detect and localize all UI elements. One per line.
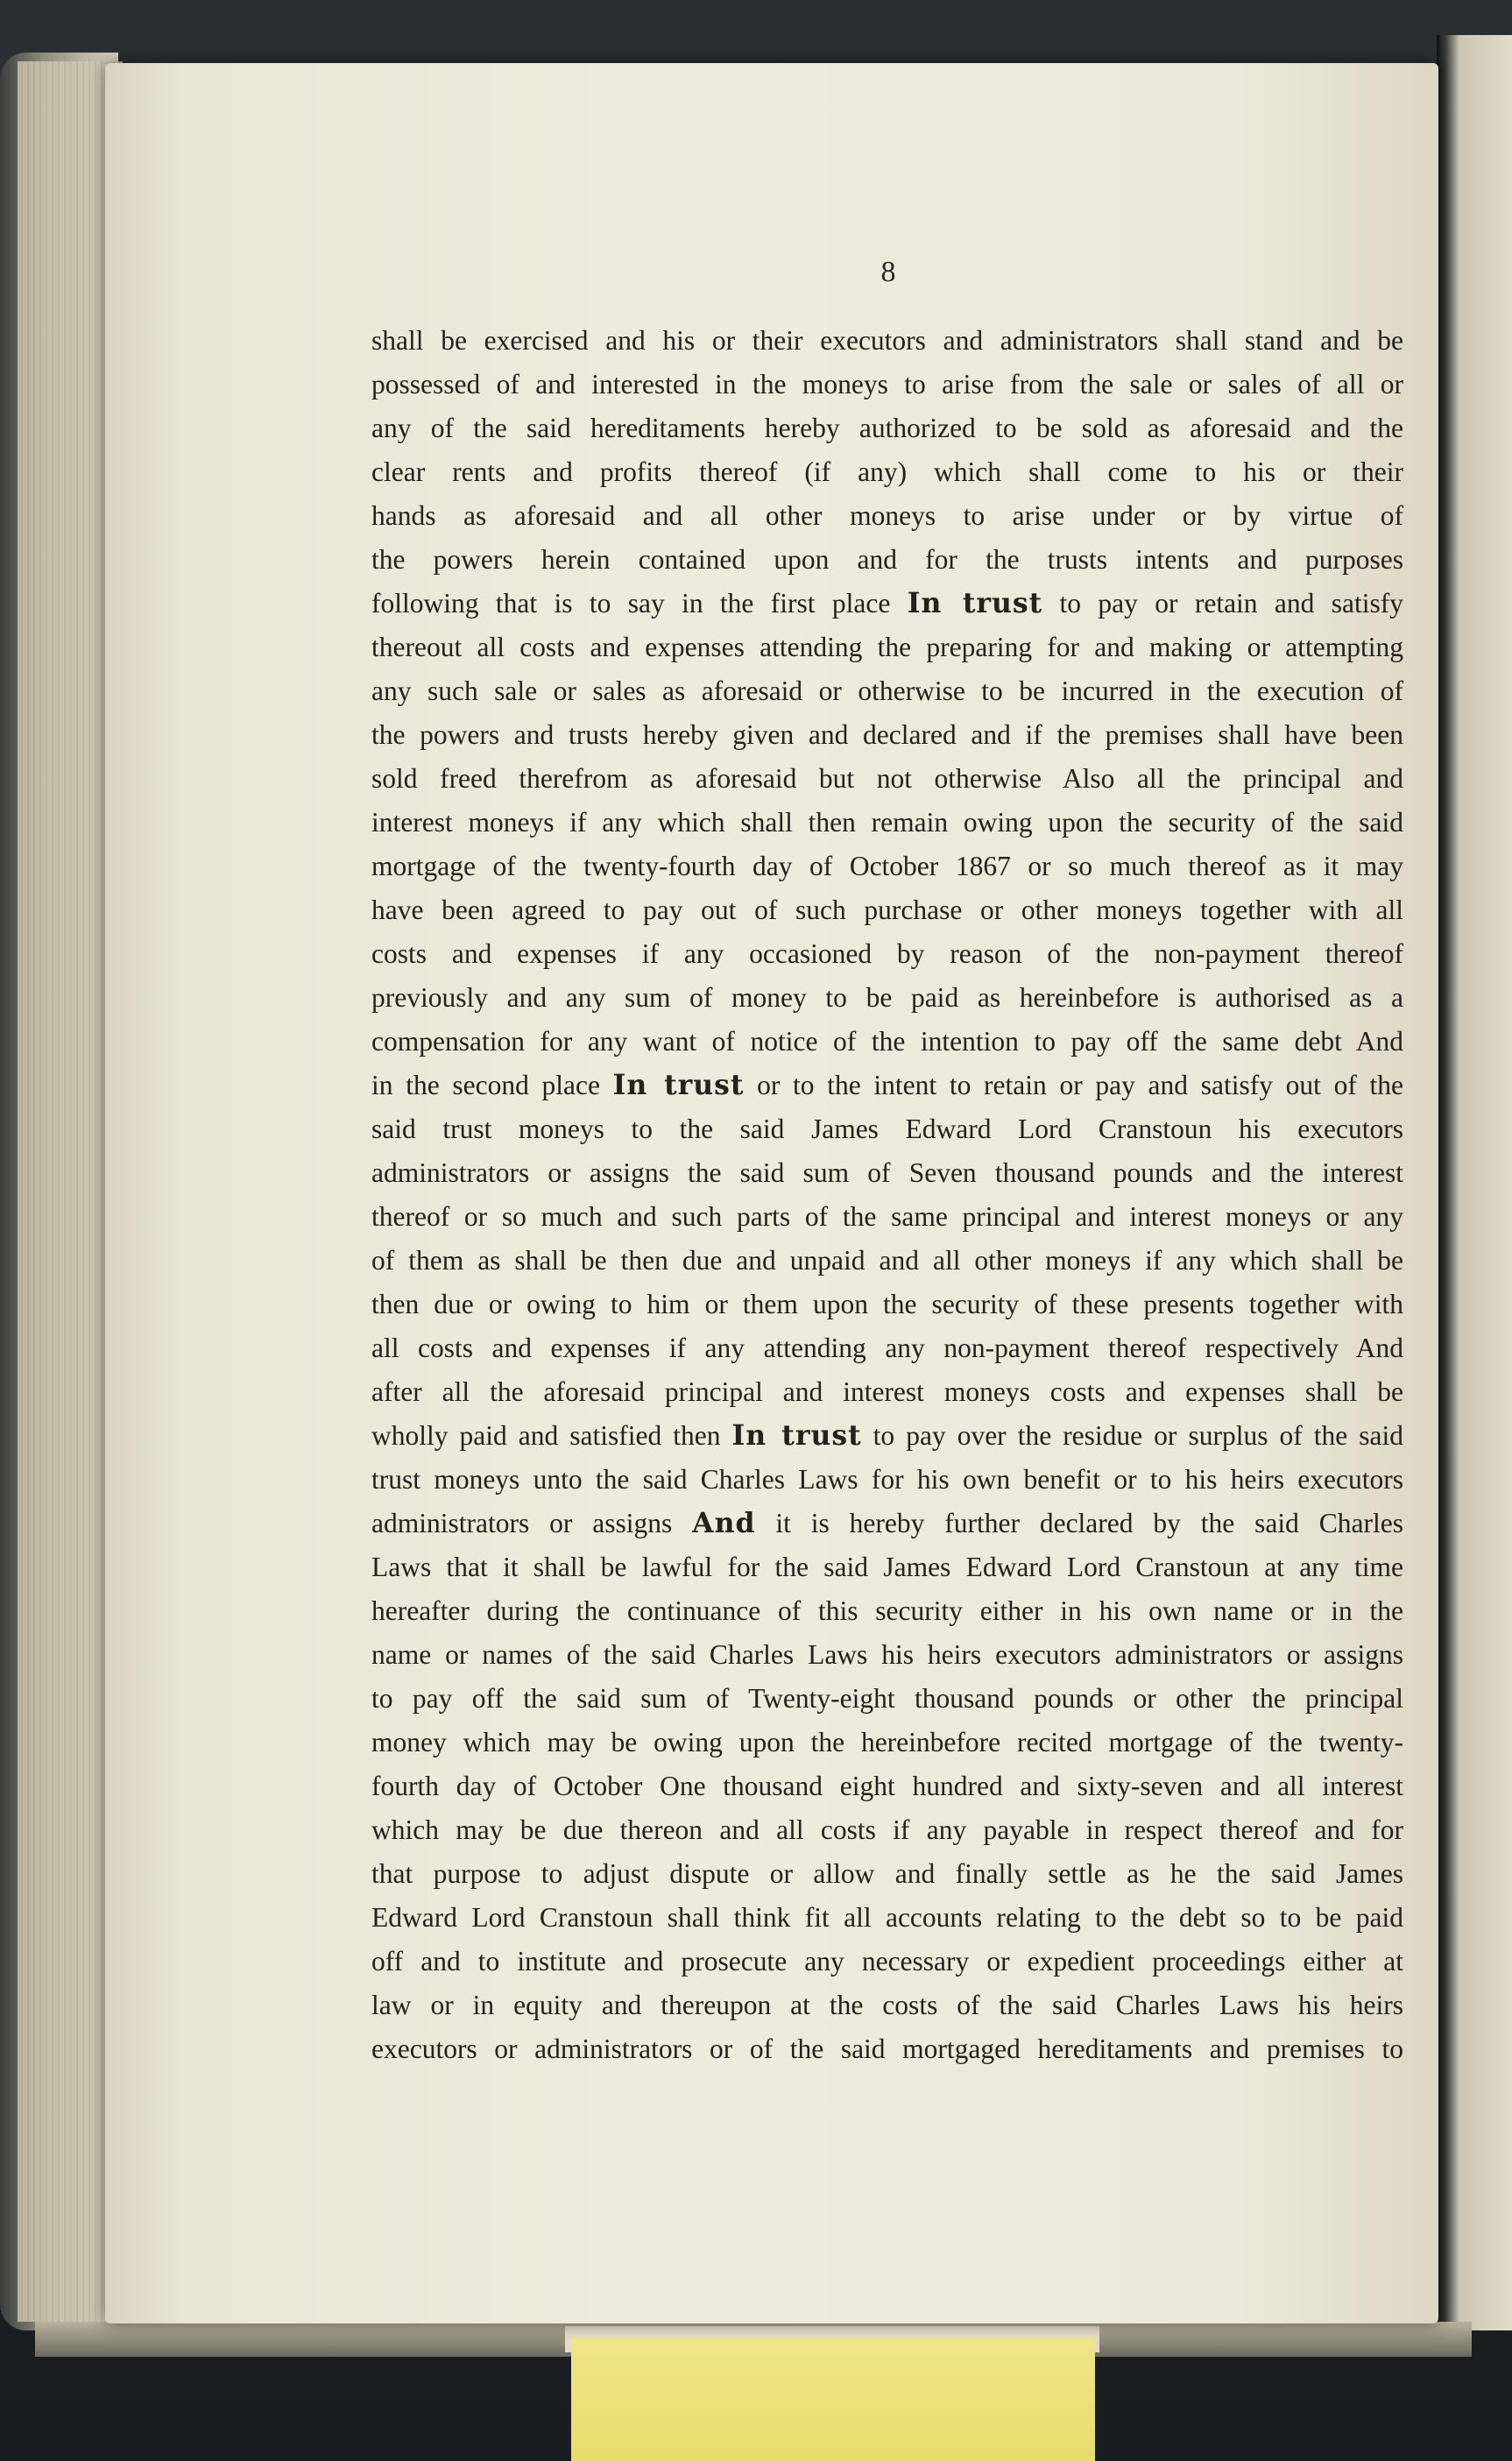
text-line: [371, 976, 1403, 1020]
text-line: [371, 1896, 1403, 1940]
text-line: [371, 1239, 1403, 1283]
text-line: [371, 1940, 1403, 1984]
text-line: [371, 1677, 1403, 1721]
text-segment: in the second place: [371, 1070, 613, 1100]
text-segment: executors or administrators or of the said mortgaged hereditaments and premises to: [371, 2033, 1403, 2064]
text-line: [371, 1852, 1403, 1896]
text-segment: name or names of the said Charles Laws his heirs executors administrators or assigns: [371, 1639, 1403, 1670]
text-line: [371, 1808, 1403, 1852]
text-segment: compensation for any want of notice of the intention to pay off the same debt And: [371, 1026, 1403, 1057]
blackletter-keyword: In trust: [612, 1069, 745, 1101]
text-line: [371, 582, 1403, 626]
sticky-note: [571, 2337, 1095, 2461]
text-line: [371, 932, 1403, 976]
text-line: [371, 1458, 1403, 1502]
blackletter-keyword: And: [692, 1507, 756, 1539]
text-line: [371, 626, 1403, 669]
text-segment: shall be exercised and his or their executors and administrators shall stand and be: [371, 325, 1403, 356]
text-segment: have been agreed to pay out of such purchase or other moneys together with all: [371, 895, 1403, 925]
text-segment: off and to institute and prosecute any necessary or expedient proceedings either at: [371, 1946, 1403, 1977]
text-segment: law or in equity and thereupon at the costs of the said Charles Laws his heirs: [371, 1990, 1403, 2020]
text-line: [371, 319, 1403, 363]
right-page-edge: [1437, 35, 1512, 2330]
text-segment: which may be due thereon and all costs if any payable in respect thereof and for: [371, 1814, 1403, 1845]
text-segment: or to the intent to retain or pay and satisfy out of the: [744, 1070, 1403, 1100]
text-line: [371, 757, 1403, 801]
text-segment: costs and expenses if any occasioned by reason of the non-payment thereof: [371, 938, 1403, 969]
text-line: [371, 1283, 1403, 1326]
text-line: [371, 845, 1403, 888]
text-line: [371, 1589, 1403, 1633]
text-segment: the powers and trusts hereby given and declared and if the premises shall have been: [371, 719, 1403, 750]
text-segment: after all the aforesaid principal and interest moneys costs and expenses shall be: [371, 1376, 1403, 1407]
text-line: [371, 363, 1403, 407]
text-segment: to pay or retain and satisfy: [1042, 588, 1403, 619]
text-segment: administrators or assigns: [371, 1508, 693, 1538]
text-segment: following that is to say in the first place: [371, 588, 908, 619]
text-segment: sold freed therefrom as aforesaid but not otherwise Also all the principal and: [371, 763, 1403, 794]
text-line: [371, 1107, 1403, 1151]
text-segment: that purpose to adjust dispute or allow and finally settle as he the said James: [371, 1858, 1403, 1889]
text-line: [371, 1764, 1403, 1808]
text-segment: hereafter during the continuance of this security either in his own name or in the: [371, 1595, 1403, 1626]
text-line: [371, 1064, 1403, 1107]
text-segment: clear rents and profits thereof (if any) which shall come to his or their: [371, 456, 1403, 487]
text-segment: then due or owing to him or them upon the security of these presents together with: [371, 1289, 1403, 1319]
text-segment: to pay off the said sum of Twenty-eight thousand pounds or other the principal: [371, 1683, 1403, 1714]
text-segment: hands as aforesaid and all other moneys to arise under or by virtue of: [371, 500, 1403, 531]
text-line: [371, 1370, 1403, 1414]
page-number: 8: [880, 256, 896, 288]
text-line: [371, 1633, 1403, 1677]
text-line: [371, 1151, 1403, 1195]
text-segment: said trust moneys to the said James Edward Lord Cranstoun his executors: [371, 1114, 1403, 1144]
text-segment: any of the said hereditaments hereby authorized to be sold as aforesaid and the: [371, 413, 1403, 443]
text-line: [371, 1195, 1403, 1239]
text-segment: interest moneys if any which shall then remain owing upon the security of the said: [371, 807, 1403, 838]
text-line: [371, 713, 1403, 757]
text-line: [371, 407, 1403, 450]
blackletter-keyword: In trust: [907, 587, 1043, 619]
text-segment: wholly paid and satisfied then: [371, 1420, 732, 1451]
text-line: [371, 450, 1403, 494]
text-segment: mortgage of the twenty-fourth day of October 1867 or so much thereof as it may: [371, 851, 1403, 881]
text-line: [371, 801, 1403, 845]
text-line: [371, 888, 1403, 932]
text-segment: all costs and expenses if any attending any non-payment thereof respectively And: [371, 1333, 1403, 1363]
text-segment: to pay over the residue or surplus of the said: [861, 1420, 1403, 1451]
text-segment: previously and any sum of money to be paid as hereinbefore is authorised as a: [371, 982, 1403, 1013]
text-segment: thereof or so much and such parts of the same principal and interest moneys or any: [371, 1201, 1403, 1232]
text-segment: thereout all costs and expenses attending the preparing for and making or attempting: [371, 632, 1403, 662]
text-segment: possessed of and interested in the moneys to arise from the sale or sales of all or: [371, 369, 1403, 400]
body-text: [371, 319, 1403, 2071]
blackletter-keyword: In trust: [731, 1419, 862, 1452]
text-line: [371, 1502, 1403, 1545]
text-line: [371, 1020, 1403, 1064]
text-line: [371, 1414, 1403, 1458]
text-segment: Laws that it shall be lawful for the said James Edward Lord Cranstoun at any time: [371, 1552, 1403, 1582]
text-segment: it is hereby further declared by the said Charles: [755, 1508, 1403, 1538]
text-line: [371, 1545, 1403, 1589]
text-segment: trust moneys unto the said Charles Laws for his own benefit or to his heirs executors: [371, 1464, 1403, 1495]
text-segment: the powers herein contained upon and for the trusts intents and purposes: [371, 544, 1403, 575]
text-line: [371, 669, 1403, 713]
text-segment: administrators or assigns the said sum of Seven thousand pounds and the interest: [371, 1157, 1403, 1188]
text-segment: any such sale or sales as aforesaid or otherwise to be incurred in the execution of: [371, 675, 1403, 706]
text-segment: Edward Lord Cranstoun shall think fit all accounts relating to the debt so to be paid: [371, 1902, 1403, 1933]
text-line: [371, 494, 1403, 538]
text-line: [371, 1721, 1403, 1764]
text-line: [371, 2027, 1403, 2071]
text-line: [371, 1984, 1403, 2027]
text-segment: of them as shall be then due and unpaid and all other moneys if any which shall be: [371, 1245, 1403, 1276]
text-line: [371, 1326, 1403, 1370]
text-segment: money which may be owing upon the hereinbefore recited mortgage of the twenty-: [371, 1727, 1403, 1757]
text-line: [371, 538, 1403, 582]
text-segment: fourth day of October One thousand eight hundred and sixty-seven and all interest: [371, 1771, 1403, 1801]
